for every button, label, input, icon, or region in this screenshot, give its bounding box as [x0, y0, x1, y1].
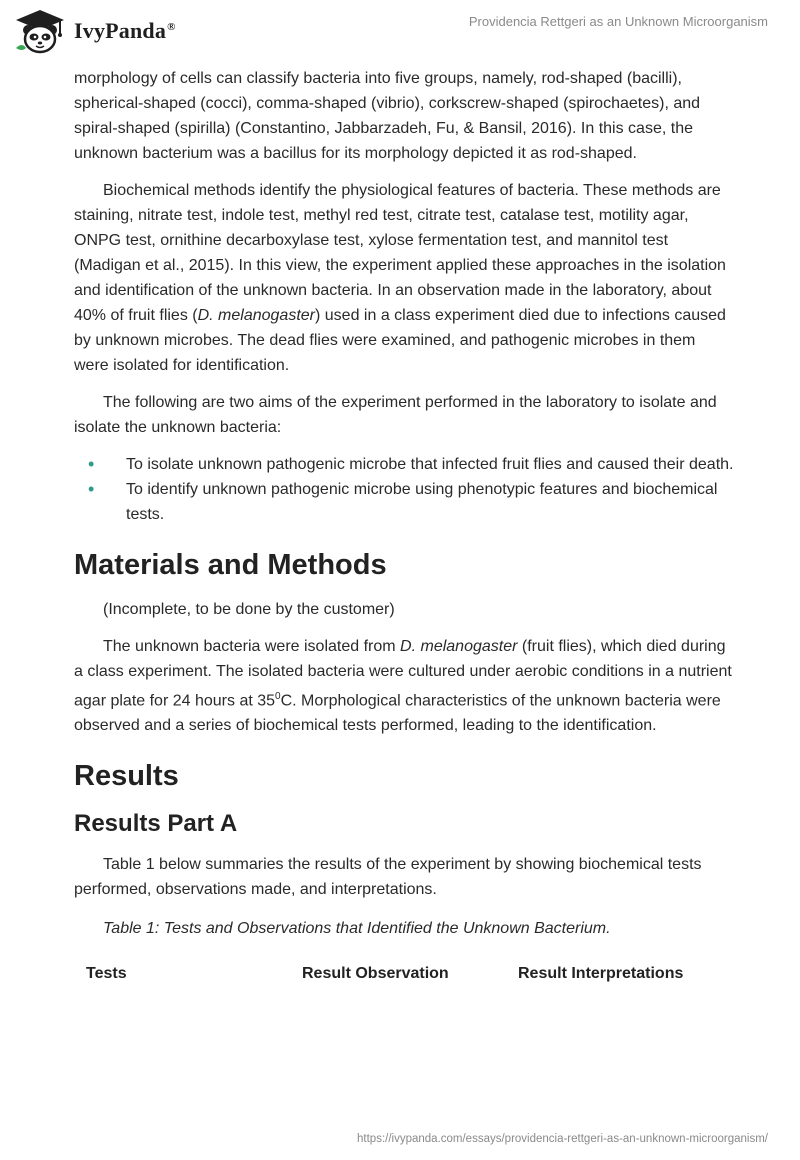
table-header-interpretations: Result Interpretations: [518, 965, 684, 983]
heading-materials-methods: Materials and Methods: [74, 549, 387, 581]
aims-list: [74, 452, 734, 527]
bullet-icon: •: [88, 479, 95, 499]
heading-results-part-a: Results Part A: [74, 810, 238, 838]
table-header-row: [74, 961, 734, 986]
source-url[interactable]: https://ivypanda.com/essays/providencia-rettgeri-as-an-unknown-microorganism/: [357, 1133, 768, 1145]
brand-name: IvyPanda®: [74, 18, 176, 43]
table-caption: Table 1: Tests and Observations that Identified the Unknown Bacterium.: [103, 920, 611, 938]
paragraph-biochemical-methods: Biochemical methods identify the physiological features of bacteria. These methods are staining, nitrate test, indole test, methyl red test, citrate test, catalase test, motility agar, ONPG test, ornithine decarboxylase test, xylose fermentation test, and mannitol test (Madigan et al., 2015). In this view, the experiment applied these approaches in the isolation and identification of the unknown bacteria. In an observation made in the laboratory, about 40% of fruit flies (D. melanogaster) used in a class experiment died due to infections caused by unknown microbes. The dead flies were examined, and pathogenic microbes in them were isolated for identification.: [74, 182, 726, 374]
ivypanda-logo[interactable]: [14, 8, 176, 54]
page-header: [0, 0, 800, 64]
heading-results: Results: [74, 760, 179, 793]
paragraph-results: Table 1 below summaries the results of the experiment by showing biochemical tests performed, observations made, and interpretations.: [74, 856, 702, 899]
paragraph-aims-intro: The following are two aims of the experiment performed in the laboratory to isolate and isolate the unknown bacteria:: [74, 394, 717, 436]
table-header-tests: Tests: [86, 965, 127, 983]
panda-graduate-icon: [14, 8, 66, 54]
methods-note: (Incomplete, to be done by the customer): [103, 601, 395, 618]
bullet-icon: •: [88, 454, 95, 474]
essay-content: [74, 66, 734, 986]
list-item: • To isolate unknown pathogenic microbe that infected fruit flies and caused their death.: [74, 452, 734, 477]
paragraph-methods: The unknown bacteria were isolated from D. melanogaster (fruit flies), which died during a class experiment. The isolated bacteria were cultured under aerobic conditions in a nutrient agar plate for 24 hours at $35^0C$. Morphological characteristics of the unknown bacteria were observed and a series of biochemical tests performed, leading to the identification.: [74, 638, 732, 735]
table-header-observation: Result Observation: [302, 965, 449, 983]
paragraph-morphology: morphology of cells can classify bacteria into five groups, namely, rod-shaped (bacilli), spherical-shaped (cocci), comma-shaped (vibrio), corkscrew-shaped (spirochaetes), and spiral-shaped (spirilla) (Constantino, Jabbarzadeh, Fu, & Bansil, 2016). In this case, the unknown bacterium was a bacillus for its morphology depicted it as rod-shaped.: [74, 70, 701, 162]
document-title: Providencia Rettgeri as an Unknown Microorganism: [468, 14, 768, 29]
list-item: • To identify unknown pathogenic microbe using phenotypic features and biochemical tests.: [88, 479, 718, 523]
